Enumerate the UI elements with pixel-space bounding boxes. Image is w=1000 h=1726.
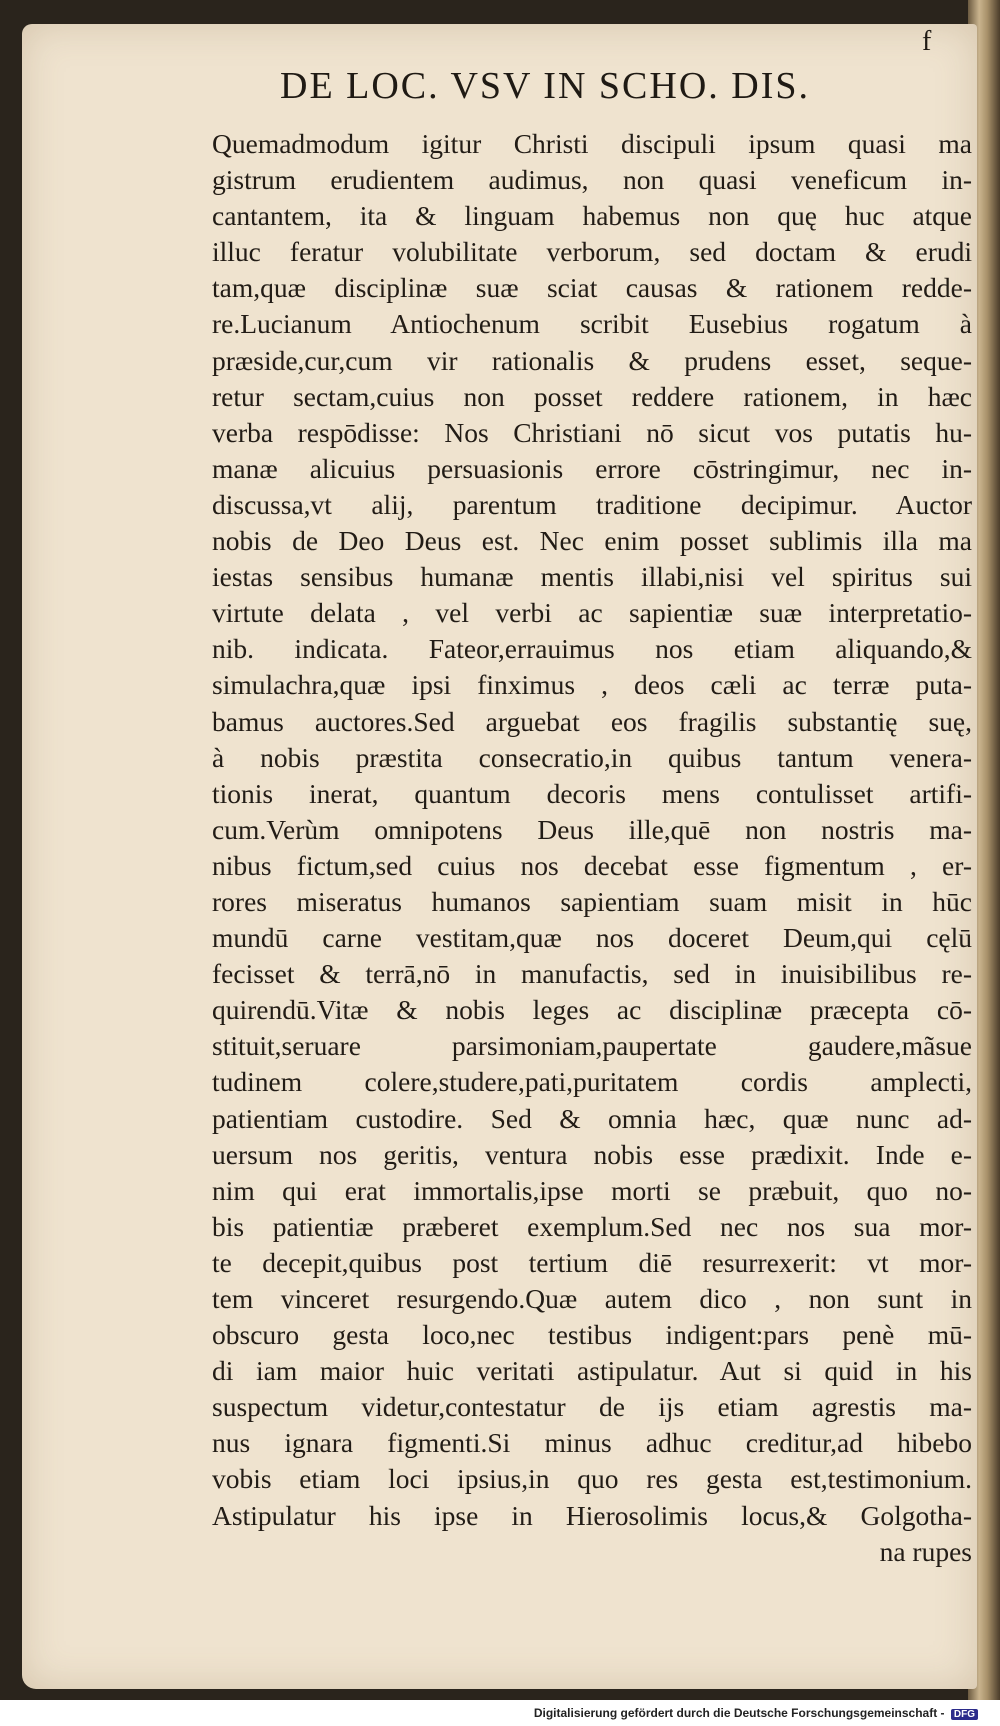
text-line: virtute delata , vel verbi ac sapientiæ suæ interpretatio- xyxy=(212,597,972,629)
text-line: tam,quæ disciplinæ suæ sciat causas & rationem redde- xyxy=(212,272,972,304)
text-line: iestas sensibus humanæ mentis illabi,nisi vel spiritus sui xyxy=(212,561,972,593)
credit-text: Digitalisierung gefördert durch die Deutsche Forschungsgemeinschaft - xyxy=(533,1706,945,1720)
text-line: discussa,vt alij, parentum traditione decipimur. Auctor xyxy=(212,488,972,520)
text-line: patientiam custodire. Sed & omnia hæc, quæ nunc ad- xyxy=(212,1102,972,1134)
text-line: quirendū.Vitæ & nobis leges ac disciplinæ præcepta cō- xyxy=(212,994,972,1026)
text-line: obscuro gesta loco,nec testibus indigent:pars penè mū- xyxy=(212,1319,972,1351)
text-line: tem vinceret resurgendo.Quæ autem dico , non sunt in xyxy=(212,1283,972,1314)
text-line: nibus fictum,sed cuius nos decebat esse figmentum , er- xyxy=(212,849,972,881)
running-header: DE LOC. VSV IN SCHO. DIS. xyxy=(280,65,810,107)
text-line: manæ alicuius persuasionis errore cōstringimur, nec in- xyxy=(212,452,972,484)
digitization-credit xyxy=(534,1706,978,1720)
text-line: te decepit,quibus post tertium diē resurrexerit: vt mor- xyxy=(212,1246,972,1278)
text-line: vobis etiam loci ipsius,in quo res gesta est,testimonium. xyxy=(212,1463,972,1495)
text-line: bis patientiæ præberet exemplum.Sed nec nos sua mor- xyxy=(212,1210,972,1242)
text-line: verba respōdisse: Nos Christiani nō sicut vos putatis hu- xyxy=(212,416,972,448)
text-line: bamus auctores.Sed arguebat eos fragilis substantię suę, xyxy=(212,705,972,737)
text-line: simulachra,quæ ipsi finximus , deos cæli ac terræ puta- xyxy=(212,669,972,701)
text-line: fecisset & terrā,nō in manufactis, sed in inuisibilibus re- xyxy=(212,958,972,990)
text-line: rores miseratus humanos sapientiam suam misit in hūc xyxy=(212,885,972,917)
text-line: tudinem colere,studere,pati,puritatem cordis amplecti, xyxy=(212,1066,972,1098)
text-line: cum.Verùm omnipotens Deus ille,quē non nostris ma- xyxy=(212,813,972,845)
text-line: stituit,seruare parsimoniam,paupertate gaudere,mãsue xyxy=(212,1030,972,1062)
text-line: re.Lucianum Antiochenum scribit Eusebius rogatum à xyxy=(212,308,972,340)
body-text xyxy=(212,126,972,1570)
text-line: tionis inerat, quantum decoris mens contulisset artifi- xyxy=(212,777,972,809)
text-line: nim qui erat immortalis,ipse morti se præbuit, quo no- xyxy=(212,1174,972,1206)
text-line: illuc feratur volubilitate verborum, sed doctam & erudi xyxy=(212,236,972,268)
text-line: mundū carne vestitam,quæ nos doceret Deum,qui cęlū xyxy=(212,922,972,954)
text-line: retur sectam,cuius non posset reddere rationem, in hæc xyxy=(212,380,972,412)
text-line: suspectum videtur,contestatur de ijs etiam agrestis ma- xyxy=(212,1391,972,1423)
text-line: Quemadmodum igitur Christi discipuli ipsum quasi ma xyxy=(212,128,972,159)
text-line: Astipulatur his ipse in Hierosolimis locus,& Golgotha- xyxy=(212,1499,972,1531)
text-line: cantantem, ita & linguam habemus non quę huc atque xyxy=(212,200,972,232)
text-line: na rupes xyxy=(879,1535,972,1567)
text-line: gistrum erudientem audimus, non quasi veneficum in- xyxy=(212,164,972,196)
text-line: nib. indicata. Fateor,errauimus nos etiam aliquando,& xyxy=(212,633,972,665)
folio-mark: f xyxy=(922,26,932,57)
text-line: di iam maior huic veritati astipulatur. Aut si quid in his xyxy=(212,1355,972,1387)
text-line: à nobis præstita consecratio,in quibus tantum venera- xyxy=(212,741,972,773)
text-line: nobis de Deo Deus est. Nec enim posset sublimis illa ma xyxy=(212,525,972,557)
text-line: præside,cur,cum vir rationalis & prudens esset, seque- xyxy=(212,344,972,376)
text-line: nus ignara figmenti.Si minus adhuc creditur,ad hibebo xyxy=(212,1427,972,1459)
dfg-logo-badge: DFG xyxy=(951,1709,978,1720)
text-line: uersum nos geritis, ventura nobis esse prædixit. Inde e- xyxy=(212,1138,972,1170)
